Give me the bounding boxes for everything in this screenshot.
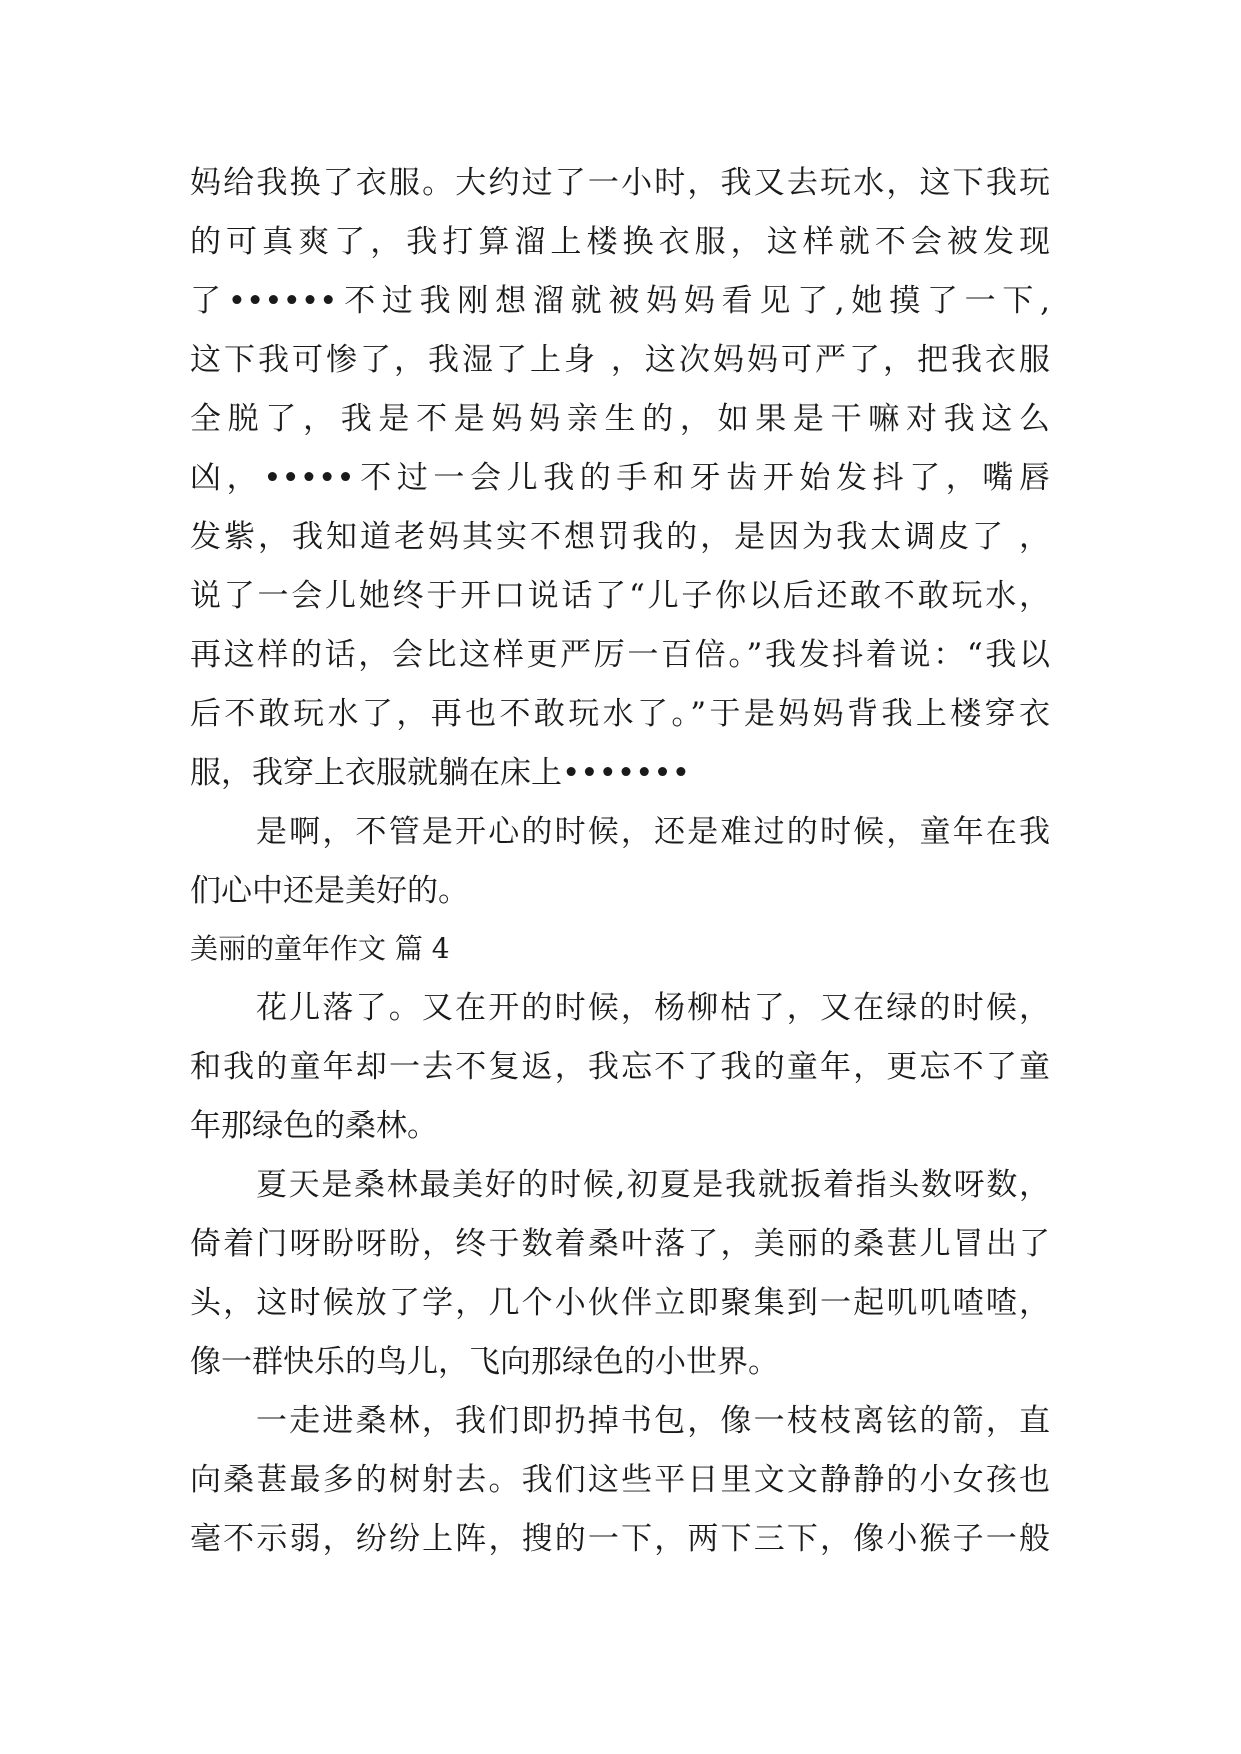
text-line: 们心中还是美好的。 [190, 873, 469, 909]
text-line: 夏天是桑林最美好的时候,初夏是我就扳着指头数呀数， [256, 1167, 1050, 1203]
text-line: 后不敢玩水了，再也不敢玩水了。”于是妈妈背我上楼穿衣 [190, 696, 1050, 732]
text-line: 的可真爽了，我打算溜上楼换衣服，这样就不会被发现 [190, 224, 1050, 260]
text-line: 像一群快乐的鸟儿，飞向那绿色的小世界。 [190, 1344, 779, 1380]
text-line: 花儿落了。又在开的时候，杨柳枯了，又在绿的时候， [256, 990, 1050, 1026]
text-line: 头，这时候放了学，几个小伙伴立即聚集到一起叽叽喳喳， [190, 1285, 1050, 1321]
text-line: 了••••••不过我刚想溜就被妈妈看见了,她摸了一下, [190, 283, 1050, 319]
text-line: 服，我穿上衣服就躺在床上••••••• [190, 755, 690, 791]
text-line: 全脱了，我是不是妈妈亲生的，如果是干嘛对我这么 [190, 401, 1050, 437]
text-line: 年那绿色的桑林。 [190, 1108, 438, 1144]
text-line: 向桑葚最多的树射去。我们这些平日里文文静静的小女孩也 [190, 1462, 1050, 1498]
text-line: 一走进桑林，我们即扔掉书包，像一枝枝离铉的箭，直 [256, 1403, 1050, 1439]
text-line: 是啊，不管是开心的时候，还是难过的时候，童年在我 [256, 814, 1050, 850]
text-line: 和我的童年却一去不复返，我忘不了我的童年，更忘不了童 [190, 1049, 1050, 1085]
text-line: 发紫，我知道老妈其实不想罚我的，是因为我太调皮了 ， [190, 519, 1050, 555]
text-line: 倚着门呀盼呀盼，终于数着桑叶落了，美丽的桑葚儿冒出了 [190, 1226, 1050, 1262]
section-heading: 美丽的童年作文 篇 4 [190, 932, 450, 965]
text-line: 说了一会儿她终于开口说话了“儿子你以后还敢不敢玩水， [190, 578, 1050, 614]
text-line: 妈给我换了衣服。大约过了一小时，我又去玩水，这下我玩 [190, 165, 1050, 201]
text-line: 再这样的话，会比这样更严厉一百倍。”我发抖着说：“我以 [190, 637, 1050, 673]
text-line: 凶，•••••不过一会儿我的手和牙齿开始发抖了，嘴唇 [190, 460, 1050, 496]
text-line: 毫不示弱，纷纷上阵，搜的一下，两下三下，像小猴子一般 [190, 1521, 1050, 1557]
text-line: 这下我可惨了，我湿了上身 ，这次妈妈可严了，把我衣服 [190, 342, 1050, 378]
